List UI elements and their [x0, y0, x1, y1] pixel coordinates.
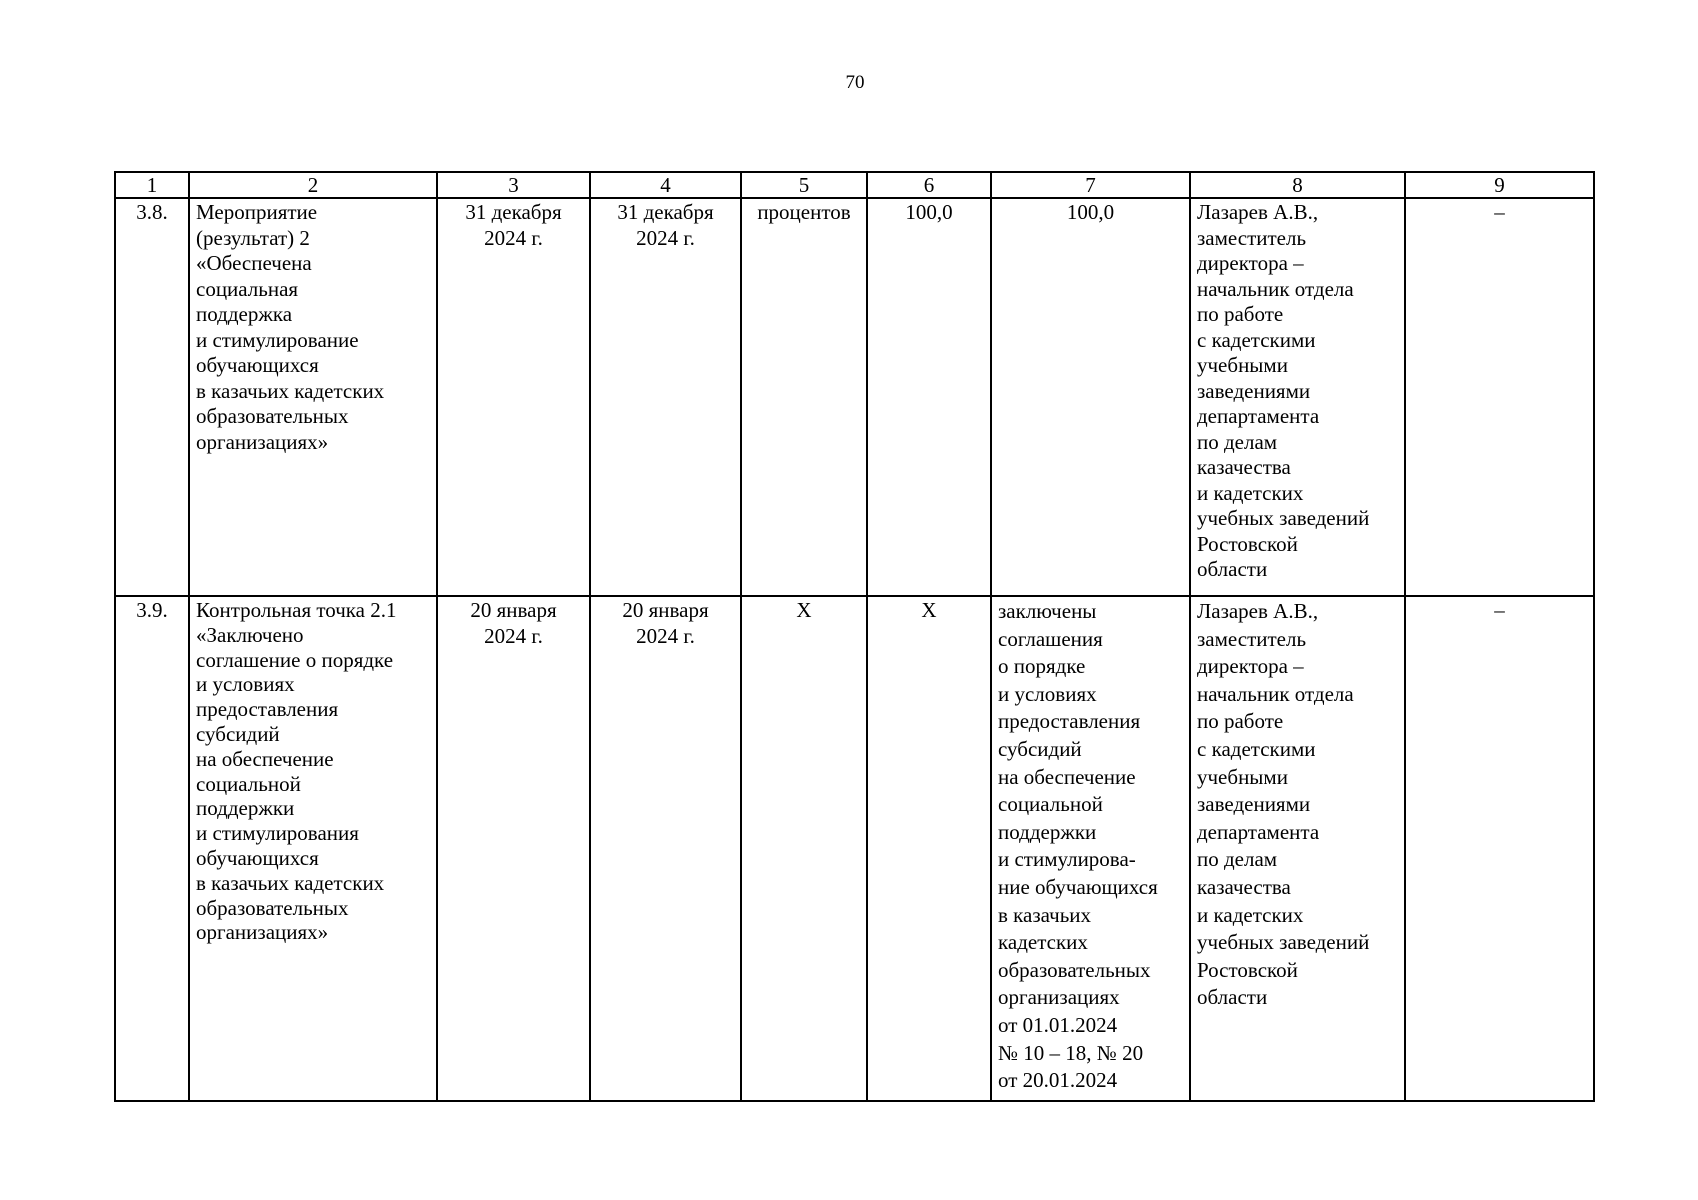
- header-cell-2: 2: [189, 172, 437, 198]
- table-row: [115, 596, 1594, 1101]
- header-row: [115, 172, 1594, 198]
- unit: Х: [741, 596, 867, 1101]
- header-cell-3: 3: [437, 172, 590, 198]
- table-row: [115, 198, 1594, 596]
- header-cell-4: 4: [590, 172, 741, 198]
- end-date: 20 января 2024 г.: [590, 596, 741, 1101]
- row-number: 3.8.: [115, 198, 189, 596]
- base-value: 100,0: [867, 198, 991, 596]
- end-date: 31 декабря 2024 г.: [590, 198, 741, 596]
- result-value: 100,0: [991, 198, 1190, 596]
- header-cell-1: 1: [115, 172, 189, 198]
- note: –: [1405, 198, 1594, 596]
- header-cell-9: 9: [1405, 172, 1594, 198]
- responsible-person: Лазарев А.В., заместитель директора – начальник отдела по работе с кадетскими учебными заведениями департамента по делам казачества и кадетских учебных заведений Ростовской области: [1190, 596, 1405, 1101]
- unit: процентов: [741, 198, 867, 596]
- base-value: Х: [867, 596, 991, 1101]
- start-date: 31 декабря 2024 г.: [437, 198, 590, 596]
- note: –: [1405, 596, 1594, 1101]
- plan-table: [114, 171, 1595, 1102]
- row-number: 3.9.: [115, 596, 189, 1101]
- event-name: Контрольная точка 2.1 «Заключено соглашение о порядке и условиях предоставления субсидий на обеспечение социальной поддержки и стимулирования обучающихся в казачьих кадетских образовательных организациях»: [189, 596, 437, 1101]
- start-date: 20 января 2024 г.: [437, 596, 590, 1101]
- responsible-person: Лазарев А.В., заместитель директора – начальник отдела по работе с кадетскими учебными заведениями департамента по делам казачества и кадетских учебных заведений Ростовской области: [1190, 198, 1405, 596]
- event-name: Мероприятие (результат) 2 «Обеспечена социальная поддержка и стимулирование обучающихся в казачьих кадетских образовательных организациях»: [189, 198, 437, 596]
- header-cell-8: 8: [1190, 172, 1405, 198]
- header-cell-5: 5: [741, 172, 867, 198]
- result-value: заключены соглашения о порядке и условиях предоставления субсидий на обеспечение социальной поддержки и стимулирова- ние обучающихся в казачьих кадетских образовательных организациях от 01.01.2024 № 10 – 18, № 20 от 20.01.2024: [991, 596, 1190, 1101]
- header-cell-7: 7: [991, 172, 1190, 198]
- page-number: 70: [845, 72, 865, 93]
- header-cell-6: 6: [867, 172, 991, 198]
